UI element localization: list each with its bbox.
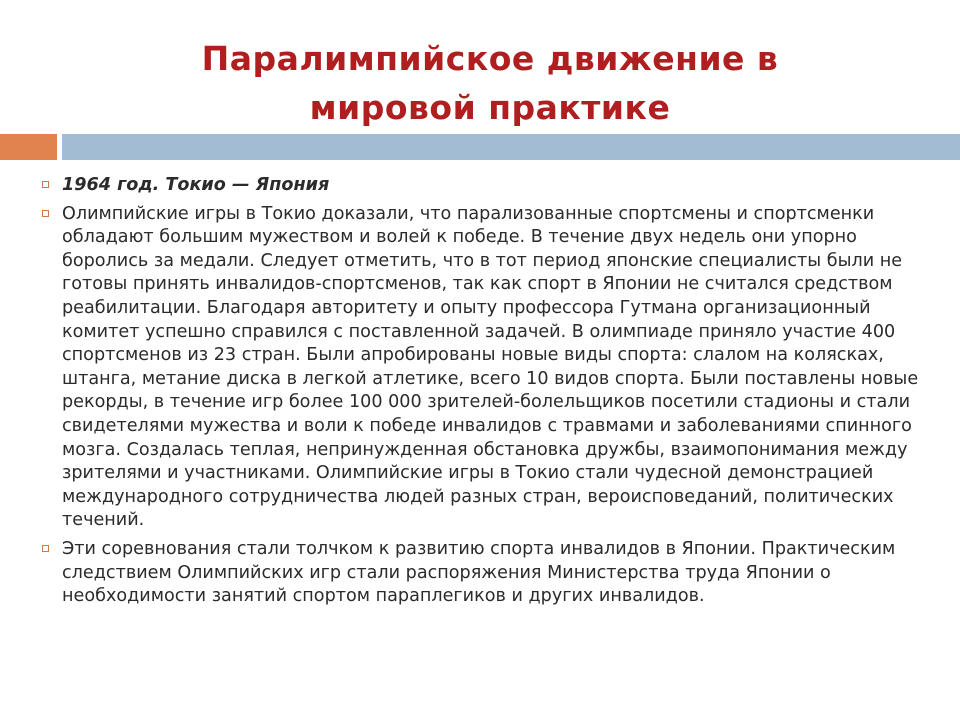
bullet-list [38, 174, 930, 614]
square-bullet-icon [42, 210, 49, 217]
slide-title [60, 34, 920, 132]
bullet-text-2: Олимпийские игры в Токио доказали, что парализованные спортсмены и спортсменки обладают большим мужеством и волей к победе. В течение двух недель они упорно боролись за медали. Следует отметить, что в тот период японские специалисты были не готовы принять инвалидов-спортсменов, так как спорт в Японии не считался средством реабилитации. Благодаря авторитету и опыту профессора Гутмана организационный комитет успешно справился с поставленной задачей. В олимпиаде приняло участие 400 спортсменов из 23 стран. Были апробированы новые виды спорта: слалом на колясках, штанга, метание диска в легкой атлетике, всего 10 видов спорта. Были поставлены новые рекорды, в течение игр более 100 000 зрителей-болельщиков посетили стадионы и стали свидетелями мужества и воли к победе инвалидов с травмами и заболеваниями спинного мозга. Создалась теплая, непринужденная обстановка дружбы, взаимопонимания между зрителями и участниками. Олимпийские игры в Токио стали чудесной демонстрацией международного сотрудничества людей разных стран, вероисповеданий, политических течений. [62, 203, 919, 531]
slide-title-line-1: Паралимпийское движение в [201, 39, 779, 78]
bullet-item-3 [38, 538, 930, 609]
bullet-item-1 [38, 174, 930, 198]
square-bullet-icon [42, 181, 49, 188]
square-bullet-icon [42, 545, 49, 552]
slide-title-line-2: мировой практике [309, 88, 671, 127]
bullet-text-3: Эти соревнования стали толчком к развитию спорта инвалидов в Японии. Практическим следствием Олимпийских игр стали распоряжения Министерства труда Японии о необходимости занятий спортом параплегиков и других инвалидов. [62, 538, 896, 607]
header-bar [62, 134, 960, 160]
bullet-item-2 [38, 203, 930, 533]
bullet-text-1: 1964 год. Токио — Япония [62, 175, 330, 195]
accent-bar [0, 134, 57, 160]
